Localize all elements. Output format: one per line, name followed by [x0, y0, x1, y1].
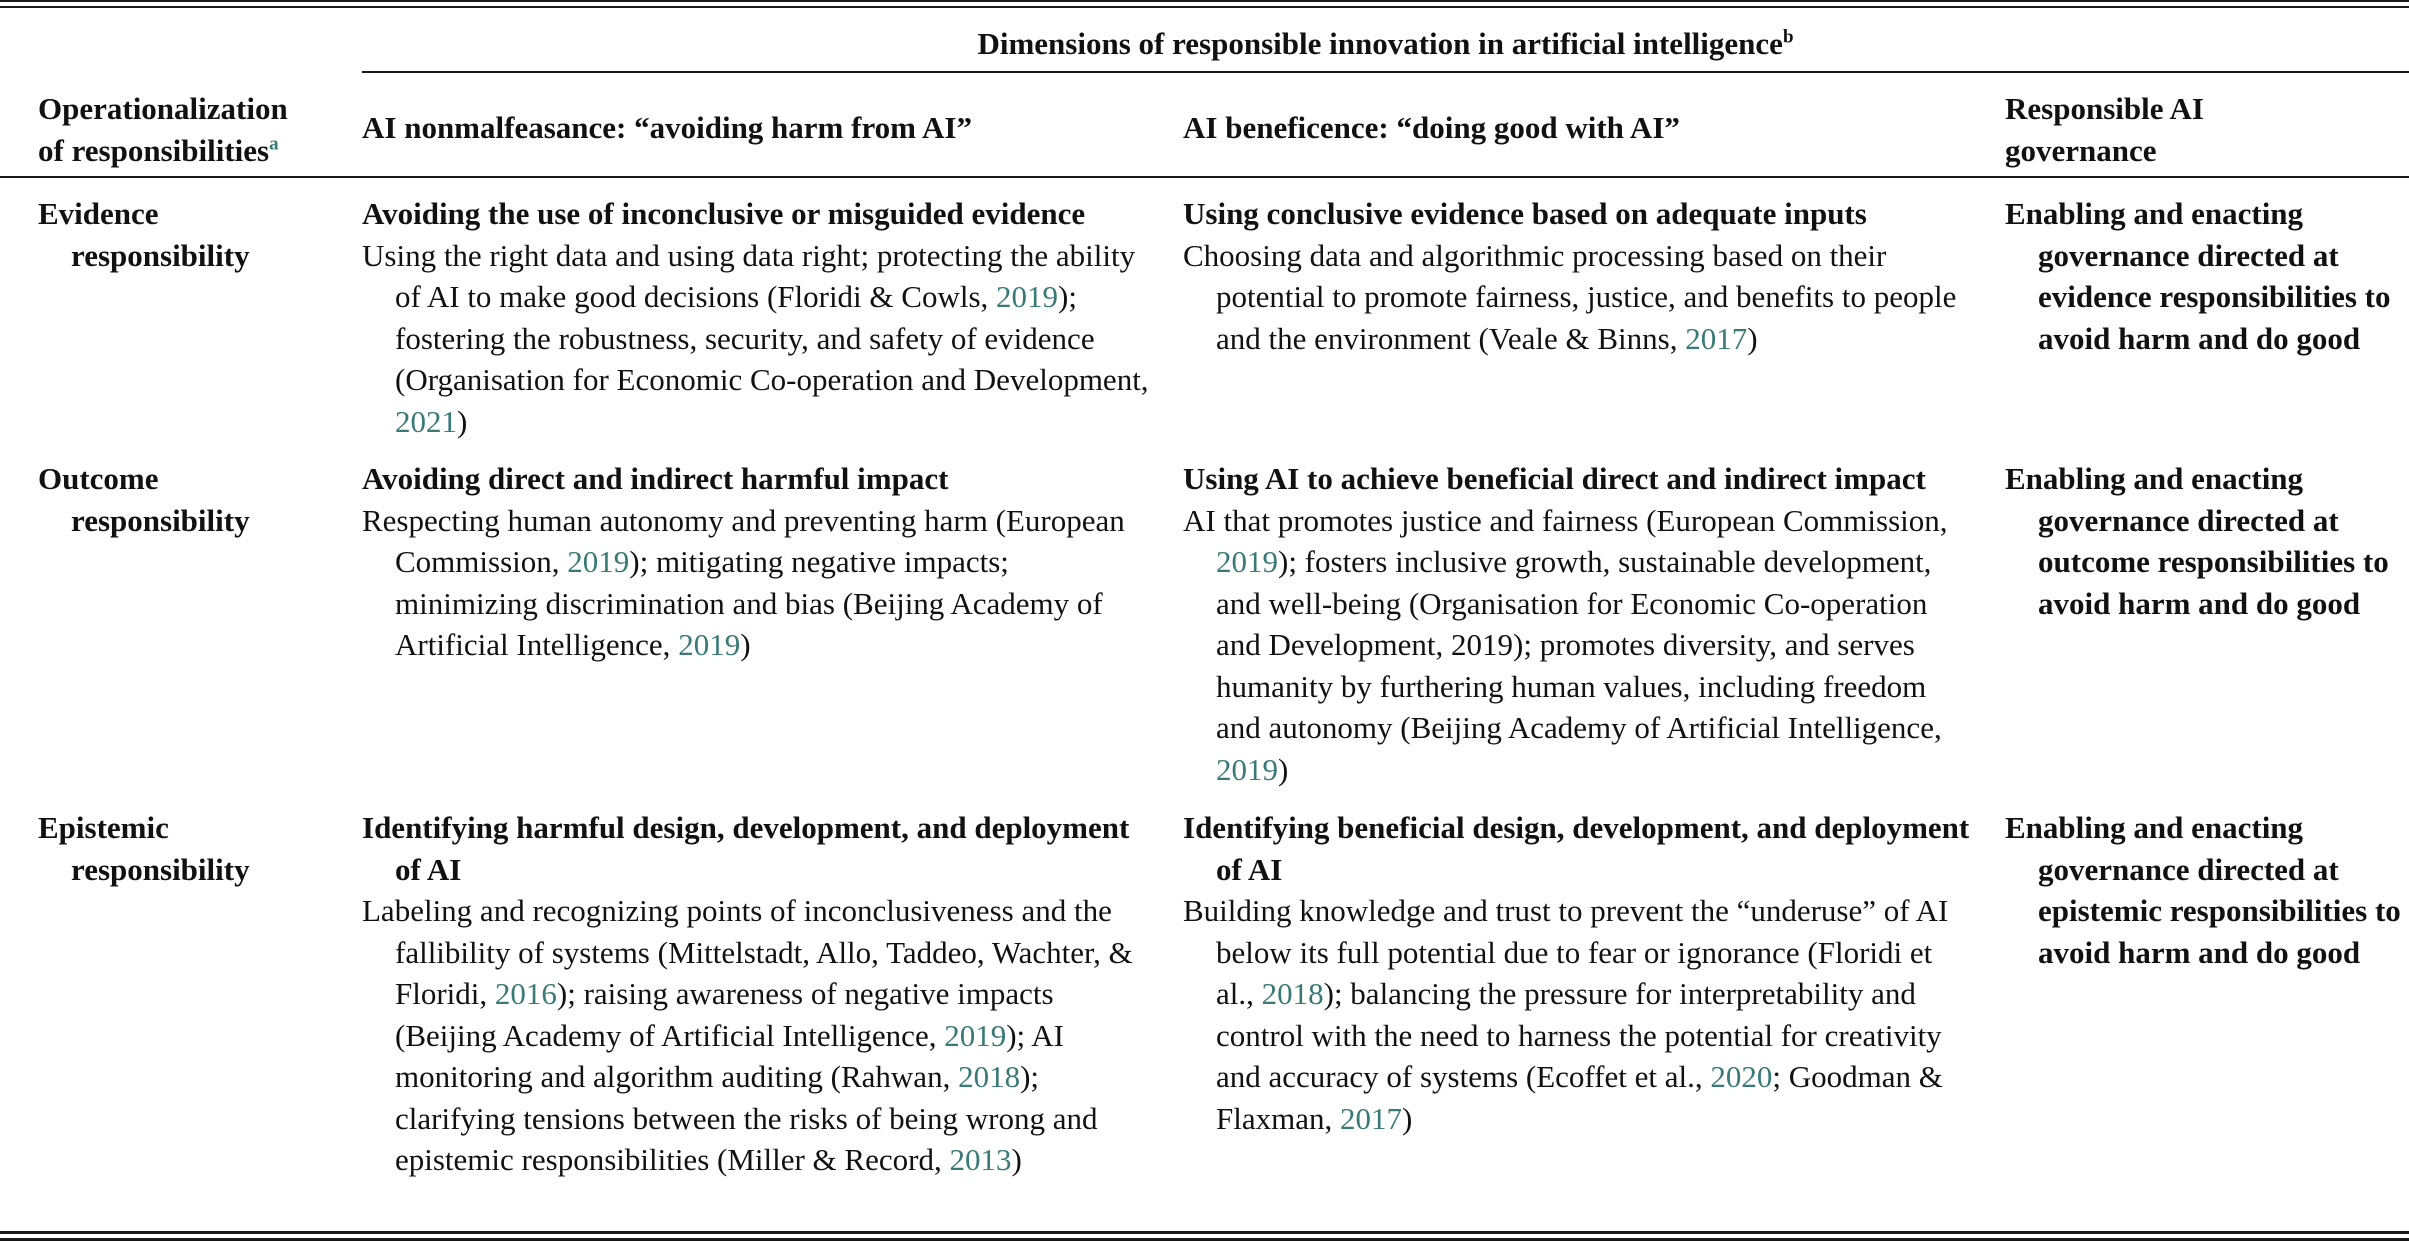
- row-label-epistemic-line1: Epistemic: [38, 810, 169, 845]
- text-run: ); clarifying tensions between the risks of being wrong and epistemic responsibilities (Miller & Record,: [395, 1059, 1098, 1177]
- epistemic-beneficence-title: Identifying beneficial design, development, and deployment of AI: [1183, 810, 1970, 887]
- spanner-title-text: Dimensions of responsible innovation in artificial intelligence: [977, 26, 1783, 61]
- evidence-beneficence-body: [1183, 235, 1973, 360]
- evidence-beneficence-title: Using conclusive evidence based on adequate inputs: [1183, 196, 1867, 231]
- text-run: Building knowledge and trust to prevent the “underuse” of AI below its full potential due to fear or ignorance (Floridi et al.,: [1183, 893, 1949, 1011]
- outcome-beneficence-title: Using AI to achieve beneficial direct and indirect impact: [1183, 461, 1926, 496]
- outcome-nonmalfeasance-cell: [362, 458, 1152, 666]
- text-run: ): [1747, 320, 1758, 356]
- citation-link[interactable]: 2021: [395, 403, 457, 439]
- text-run: Using the right data and using data right; protecting the ability of AI to make good decisions (Floridi & Cowls,: [362, 237, 1136, 314]
- stub-footnote-a[interactable]: a: [269, 133, 279, 155]
- text-run: Respecting human autonomy and preventing harm (European Commission,: [362, 502, 1125, 579]
- outcome-beneficence-cell: [1183, 458, 1973, 790]
- epistemic-governance-cell: Enabling and enacting governance directed at epistemic responsibilities to avoid harm and do good: [2005, 810, 2401, 970]
- text-run: ); raising awareness of negative impacts (Beijing Academy of Artificial Intelligence,: [395, 976, 1054, 1053]
- col-header-governance-line2: governance: [2005, 132, 2157, 168]
- stub-header-line1: Operationalization: [38, 91, 288, 126]
- text-run: Choosing data and algorithmic processing based on their potential to promote fairness, justice, and benefits to people and the environment (Veale & Binns,: [1183, 237, 1957, 356]
- text-run: ; Goodman & Flaxman,: [1216, 1059, 1943, 1136]
- spanner-footnote-b[interactable]: b: [1782, 26, 1794, 48]
- citation-link[interactable]: 2017: [1340, 1100, 1402, 1136]
- bottom-double-rule-1: [0, 1231, 2409, 1234]
- citation-link[interactable]: 2019: [996, 279, 1059, 314]
- citation-link[interactable]: 2013: [949, 1142, 1012, 1177]
- outcome-nonmalfeasance-title: Avoiding direct and indirect harmful impact: [362, 461, 949, 496]
- row-label-outcome-line1: Outcome: [38, 461, 159, 496]
- text-run: Labeling and recognizing points of inconclusiveness and the fallibility of systems (Mittelstadt, Allo, Taddeo, Wachter, & Floridi,: [362, 893, 1133, 1011]
- evidence-nonmalfeasance-title: Avoiding the use of inconclusive or misguided evidence: [362, 196, 1086, 231]
- top-double-rule-1: [0, 0, 2409, 2]
- citation-link[interactable]: 2020: [1710, 1059, 1773, 1094]
- citation-link[interactable]: 2018: [958, 1059, 1021, 1094]
- evidence-beneficence-cell: [1183, 193, 1973, 359]
- citation-link[interactable]: 2019: [567, 544, 630, 579]
- col-header-beneficence: AI beneficence: “doing good with AI”: [1183, 110, 1680, 145]
- row-label-outcome: [38, 458, 338, 541]
- text-run: ); fostering the robustness, security, and safety of evidence (Organisation for Economic Co-operation and Development,: [395, 279, 1149, 397]
- text-run: ): [1011, 1142, 1022, 1177]
- epistemic-nonmalfeasance-body: [362, 890, 1152, 1181]
- header-bottom-rule: [0, 176, 2409, 178]
- outcome-governance-cell: Enabling and enacting governance directed at outcome responsibilities to avoid harm and do good: [2005, 461, 2389, 621]
- epistemic-nonmalfeasance-cell: [362, 807, 1152, 1181]
- stub-header: [38, 88, 338, 171]
- evidence-nonmalfeasance-cell: [362, 193, 1152, 442]
- row-label-epistemic-line2: responsibility: [71, 851, 250, 887]
- epistemic-nonmalfeasance-title: Identifying harmful design, development, and deployment of AI: [362, 810, 1130, 887]
- text-run: ): [740, 627, 751, 662]
- spanner-rule: [362, 71, 2409, 73]
- text-run: ); balancing the pressure for interpretability and control with the need to harness the potential for creativity and accuracy of systems (Ecoffet et al.,: [1216, 976, 1942, 1094]
- epistemic-beneficence-body: [1183, 890, 1973, 1139]
- text-run: ); fosters inclusive growth, sustainable development, and well-being (Organisation for Economic Co-operation and Development, 2019); promotes diversity, and serves humanity by furthering human values, including freedom and autonomy (Beijing Academy of Artificial Intelligence,: [1216, 544, 1942, 745]
- text-run: ): [457, 403, 468, 439]
- outcome-nonmalfeasance-body: [362, 500, 1152, 666]
- citation-link[interactable]: 2016: [494, 976, 557, 1011]
- stub-header-line2: of responsibilities: [38, 132, 270, 168]
- col-header-governance: [2005, 88, 2385, 171]
- top-double-rule-2: [0, 6, 2409, 8]
- col-header-governance-line1: Responsible AI: [2005, 91, 2204, 126]
- text-run: ); mitigating negative impacts; minimizing discrimination and bias (Beijing Academy of Artificial Intelligence,: [395, 544, 1103, 662]
- evidence-governance-cell: Enabling and enacting governance directed at evidence responsibilities to avoid harm and do good: [2005, 196, 2391, 356]
- spanner-title: [362, 23, 2409, 64]
- row-label-evidence-line2: responsibility: [71, 237, 250, 273]
- citation-link[interactable]: 2017: [1685, 320, 1748, 356]
- citation-link[interactable]: 2019: [678, 627, 741, 662]
- bottom-double-rule-2: [0, 1238, 2409, 1241]
- citation-link[interactable]: 2019: [944, 1017, 1007, 1053]
- epistemic-beneficence-cell: [1183, 807, 1973, 1139]
- row-label-epistemic: [38, 807, 338, 890]
- citation-link[interactable]: 2019: [1216, 751, 1278, 787]
- citation-link[interactable]: 2018: [1261, 976, 1324, 1011]
- citation-link[interactable]: 2019: [1216, 544, 1278, 579]
- text-run: ): [1402, 1100, 1413, 1136]
- text-run: ); AI monitoring and algorithm auditing (Rahwan,: [395, 1017, 1064, 1094]
- row-label-evidence: [38, 193, 338, 276]
- row-label-outcome-line2: responsibility: [71, 502, 250, 538]
- outcome-beneficence-body: [1183, 500, 1973, 791]
- col-header-nonmalfeasance: AI nonmalfeasance: “avoiding harm from AI”: [362, 110, 972, 145]
- row-label-evidence-line1: Evidence: [38, 196, 159, 231]
- evidence-nonmalfeasance-body: [362, 235, 1152, 443]
- text-run: ): [1278, 751, 1289, 787]
- text-run: AI that promotes justice and fairness (European Commission,: [1183, 502, 1948, 538]
